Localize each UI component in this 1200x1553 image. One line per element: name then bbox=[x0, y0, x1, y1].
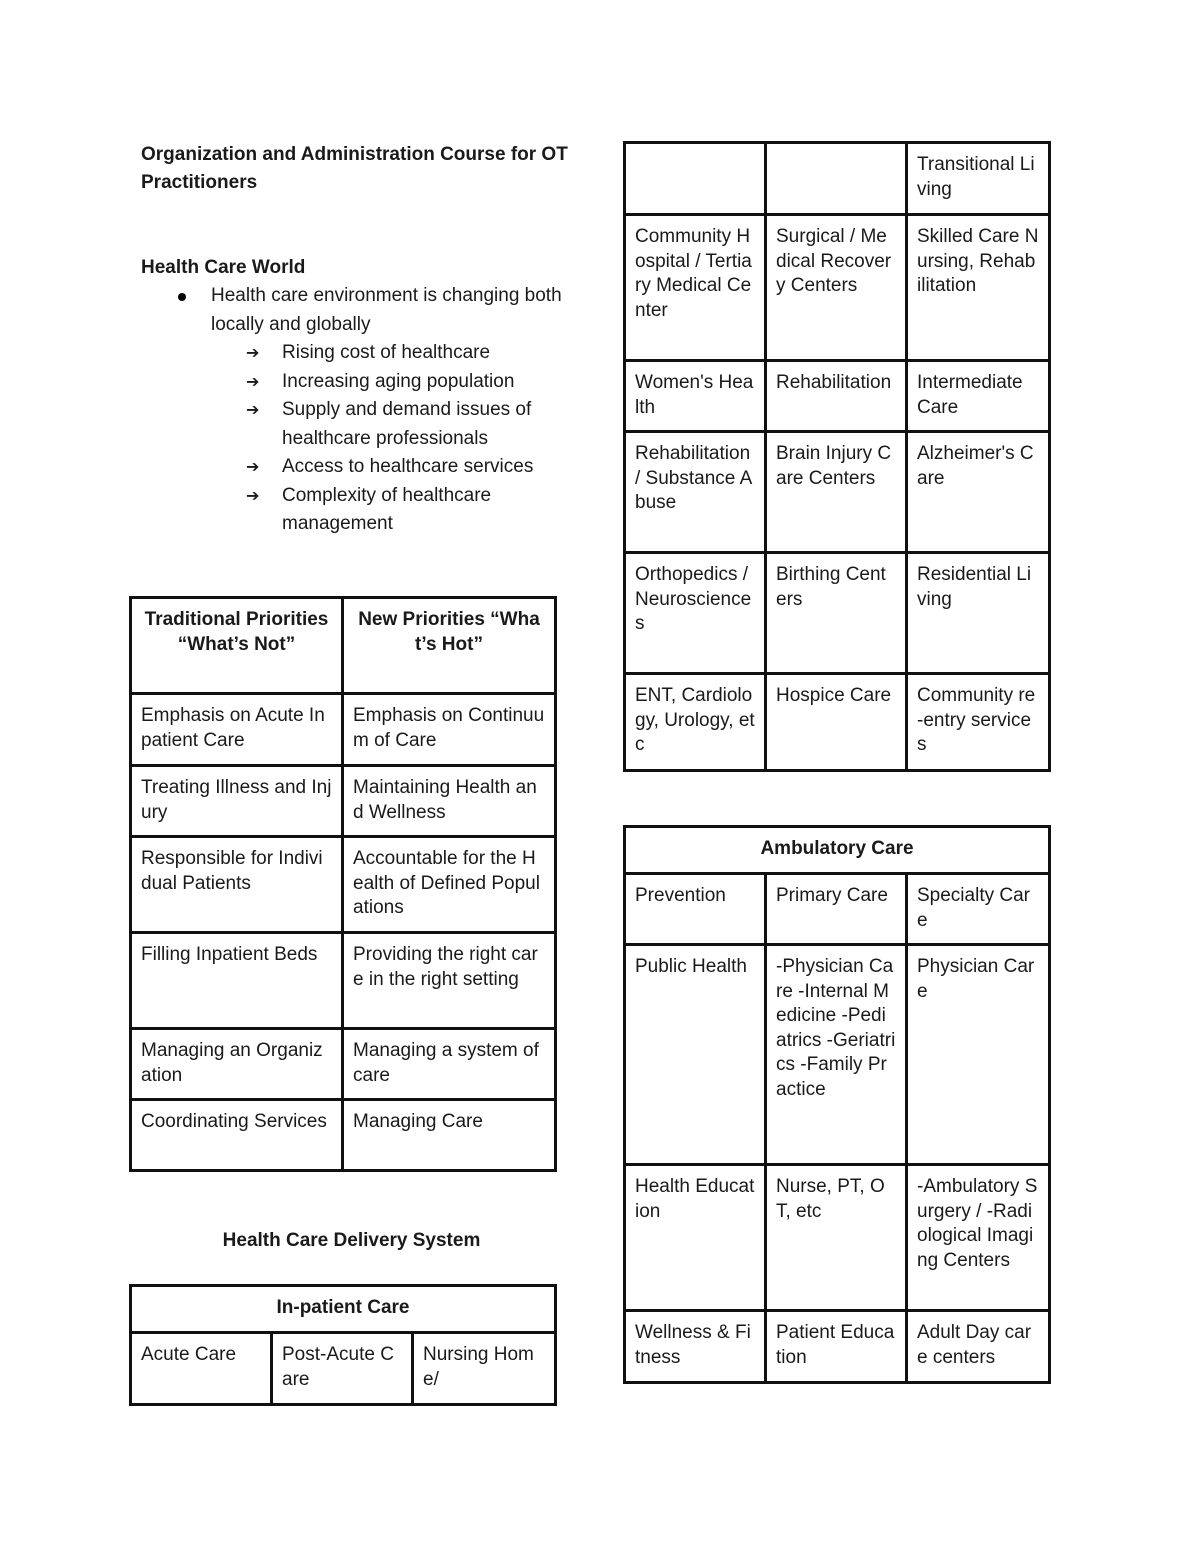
table-row bbox=[131, 1029, 556, 1100]
ambulatory-care-table bbox=[623, 825, 1051, 1384]
sub-bullet-text: Complexity of healthcare management bbox=[282, 484, 492, 534]
table-cell: Skilled Care Nursing, Rehabilitation bbox=[907, 215, 1050, 361]
bullet-text: Health care environment is changing both locally and globally bbox=[211, 285, 562, 335]
table-cell: Adult Day care centers bbox=[907, 1311, 1050, 1383]
table-cell: Prevention bbox=[625, 874, 766, 945]
table-cell: Emphasis on Acute In patient Care bbox=[131, 694, 343, 766]
table-cell: Orthopedics / Neurosciences bbox=[625, 553, 766, 674]
table-cell: Birthing Centers bbox=[766, 553, 907, 674]
sub-bullet-item bbox=[141, 368, 581, 397]
table-cell: Community Hospital / Tertiary Medical Center bbox=[625, 215, 766, 361]
table-cell: Filling Inpatient Beds bbox=[131, 933, 343, 1029]
table-row bbox=[625, 215, 1050, 361]
table-cell: Surgical / Medical Recovery Centers bbox=[766, 215, 907, 361]
arrow-icon: ➔ bbox=[246, 371, 260, 391]
table-cell: Acute Care bbox=[131, 1333, 272, 1405]
table-cell: Community re-entry services bbox=[907, 674, 1050, 771]
bullet-dot-icon bbox=[178, 293, 186, 301]
table-cell: Rehabilitation bbox=[766, 361, 907, 432]
table-cell: Women's Health bbox=[625, 361, 766, 432]
table-cell: Hospice Care bbox=[766, 674, 907, 771]
table-cell: -Physician Care -Internal Medicine -Pediatrics -Geriatrics -Family Practice bbox=[766, 945, 907, 1165]
table-row bbox=[131, 1333, 556, 1405]
table-cell: Nurse, PT, OT, etc bbox=[766, 1165, 907, 1311]
table-row bbox=[625, 432, 1050, 553]
table-cell: Specialty Care bbox=[907, 874, 1050, 945]
inpatient-care-title: In-patient Care bbox=[131, 1286, 556, 1333]
table-cell: Physician Care bbox=[907, 945, 1050, 1165]
ambulatory-care-title: Ambulatory Care bbox=[625, 827, 1050, 874]
bullet-item bbox=[141, 282, 581, 339]
delivery-system-heading: Health Care Delivery System bbox=[222, 1230, 481, 1251]
arrow-icon: ➔ bbox=[246, 457, 260, 476]
sub-bullet-text: Rising cost of healthcare bbox=[282, 342, 491, 363]
table-row bbox=[625, 1311, 1050, 1383]
table-cell: Residential Living bbox=[907, 553, 1050, 674]
table-row bbox=[131, 933, 556, 1029]
table-row bbox=[625, 361, 1050, 432]
table-cell: Wellness & Fitness bbox=[625, 1311, 766, 1383]
sub-bullet-item bbox=[141, 339, 581, 368]
table-cell: Managing Care bbox=[343, 1100, 556, 1171]
table-cell: Emphasis on Continuum of Care bbox=[343, 694, 556, 766]
section-heading: Health Care World bbox=[141, 257, 306, 278]
sub-bullet-item bbox=[141, 453, 581, 482]
table-cell: Rehabilitation / Substance Abuse bbox=[625, 432, 766, 553]
table-cell: Accountable for the Health of Defined Populations bbox=[343, 837, 556, 933]
priorities-table bbox=[129, 596, 557, 1172]
table-cell: Transitional Living bbox=[907, 143, 1050, 215]
table-cell: Coordinating Services bbox=[131, 1100, 343, 1171]
traditional-priorities-header: Traditional Priorities “What’s Not” bbox=[131, 598, 343, 694]
table-cell: ENT, Cardiology, Urology, etc bbox=[625, 674, 766, 771]
document-title: Organization and Administration Course for OT Practitioners bbox=[141, 144, 568, 193]
sub-bullet-text: Access to healthcare services bbox=[282, 456, 534, 477]
arrow-icon: ➔ bbox=[246, 400, 260, 419]
table-cell bbox=[625, 143, 766, 215]
table-cell: Responsible for Individual Patients bbox=[131, 837, 343, 933]
table-cell: Patient Education bbox=[766, 1311, 907, 1383]
table-cell: Primary Care bbox=[766, 874, 907, 945]
sub-bullet-item bbox=[141, 482, 581, 539]
sub-bullet-text: Supply and demand issues of healthcare professionals bbox=[282, 399, 532, 449]
table-row bbox=[625, 674, 1050, 771]
table-cell bbox=[766, 143, 907, 215]
table-cell: Providing the right care in the right setting bbox=[343, 933, 556, 1029]
health-care-world-section bbox=[141, 254, 581, 539]
new-priorities-header: New Priorities “What’s Hot” bbox=[343, 598, 556, 694]
arrow-icon: ➔ bbox=[246, 343, 260, 362]
table-cell: Treating Illness and Injury bbox=[131, 766, 343, 837]
table-row bbox=[625, 143, 1050, 215]
table-row bbox=[625, 553, 1050, 674]
arrow-icon: ➔ bbox=[246, 485, 260, 505]
table-cell: Maintaining Health and Wellness bbox=[343, 766, 556, 837]
table-cell: Intermediate Care bbox=[907, 361, 1050, 432]
table-cell: Health Education bbox=[625, 1165, 766, 1311]
inpatient-care-continued-table bbox=[623, 141, 1051, 772]
table-cell: Public Health bbox=[625, 945, 766, 1165]
table-row bbox=[131, 766, 556, 837]
table-row bbox=[625, 945, 1050, 1165]
table-row bbox=[131, 694, 556, 766]
table-cell: -Ambulatory Surgery / -Radiological Imaging Centers bbox=[907, 1165, 1050, 1311]
table-row bbox=[625, 874, 1050, 945]
sub-bullet-item bbox=[141, 396, 581, 453]
table-cell: Post-Acute Care bbox=[272, 1333, 413, 1405]
table-cell: Managing a system of care bbox=[343, 1029, 556, 1100]
table-cell: Brain Injury Care Centers bbox=[766, 432, 907, 553]
table-cell: Managing an Organization bbox=[131, 1029, 343, 1100]
table-row bbox=[131, 837, 556, 933]
table-row bbox=[131, 1100, 556, 1171]
table-row bbox=[625, 1165, 1050, 1311]
table-cell: Alzheimer's Care bbox=[907, 432, 1050, 553]
table-cell: Nursing Home/ bbox=[413, 1333, 556, 1405]
sub-bullet-text: Increasing aging population bbox=[282, 370, 515, 392]
inpatient-care-table bbox=[129, 1284, 557, 1406]
